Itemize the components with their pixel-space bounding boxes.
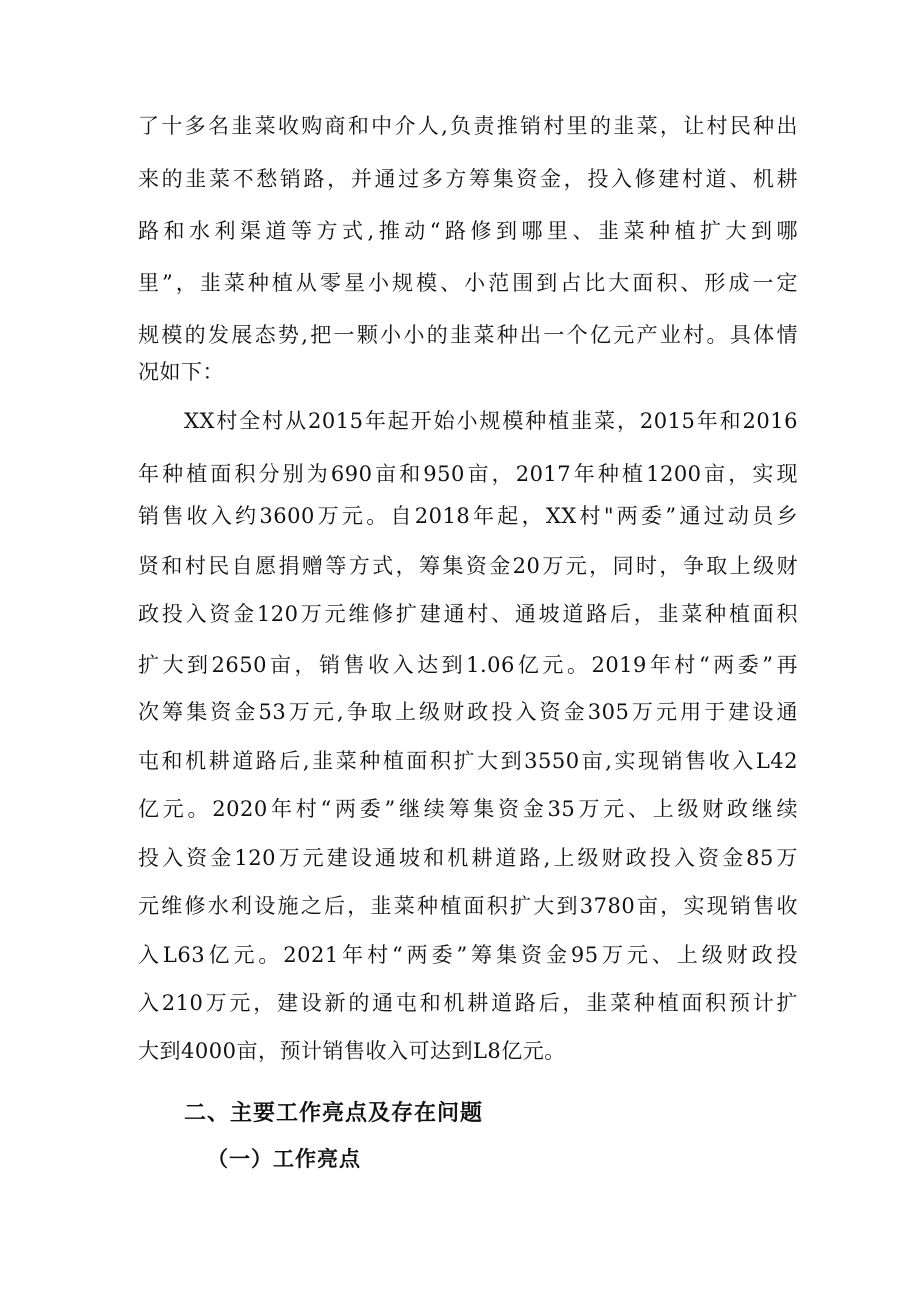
text-line: 年种植面积分别为690亩和950亩，2017年种植1200亩，实现 xyxy=(138,462,798,486)
text-line: 里”，韭菜种植从零星小规模、小范围到占比大面积、形成一定 xyxy=(138,271,798,295)
text-line: 投入资金120万元建设通坡和机耕道路,上级财政投入资金85万 xyxy=(138,846,798,870)
subsection-heading: （一）工作亮点 xyxy=(207,1146,361,1171)
text-line: 来的韭菜不愁销路，并通过多方筹集资金，投入修建村道、机耕 xyxy=(138,167,798,191)
text-line: 贤和村民自愿捐赠等方式，筹集资金20万元，同时，争取上级财 xyxy=(138,554,798,578)
text-line: 入210万元，建设新的通屯和机耕道路后，韭菜种植面积预计扩 xyxy=(138,991,798,1015)
text-line: 销售收入约3600万元。自2018年起，XX村"两委”通过动员乡 xyxy=(138,504,798,528)
text-line: 政投入资金120万元维修扩建通村、通坡道路后，韭菜种植面积 xyxy=(138,602,798,626)
text-line: 路和水利渠道等方式,推动“路修到哪里、韭菜种植扩大到哪 xyxy=(138,219,798,243)
text-line: 次筹集资金53万元,争取上级财政投入资金305万元用于建设通 xyxy=(138,700,798,724)
text-line: 入L63亿元。2021年村“两委”筹集资金95万元、上级财政投 xyxy=(138,943,798,967)
text-line: 规模的发展态势,把一颗小小的韭菜种出一个亿元产业村。具体情 xyxy=(138,323,798,347)
text-line: 亿元。2020年村“两委”继续筹集资金35万元、上级财政继续 xyxy=(138,797,798,821)
text-line: 了十多名韭菜收购商和中介人,负责推销村里的韭菜，让村民种出 xyxy=(138,114,798,138)
text-line: 元维修水利设施之后，韭菜种植面积扩大到3780亩，实现销售收 xyxy=(138,894,798,918)
text-line: 大到4000亩，预计销售收入可达到L8亿元。 xyxy=(138,1039,566,1063)
section-heading: 二、主要工作亮点及存在问题 xyxy=(184,1101,484,1126)
text-line: XX村全村从2015年起开始小规模种植韭菜，2015年和2016 xyxy=(184,409,798,433)
text-line: 扩大到2650亩，销售收入达到1.06亿元。2019年村“两委”再 xyxy=(138,653,798,677)
text-line: 况如下： xyxy=(138,360,224,384)
text-line: 屯和机耕道路后,韭菜种植面积扩大到3550亩,实现销售收入L42 xyxy=(138,749,798,773)
